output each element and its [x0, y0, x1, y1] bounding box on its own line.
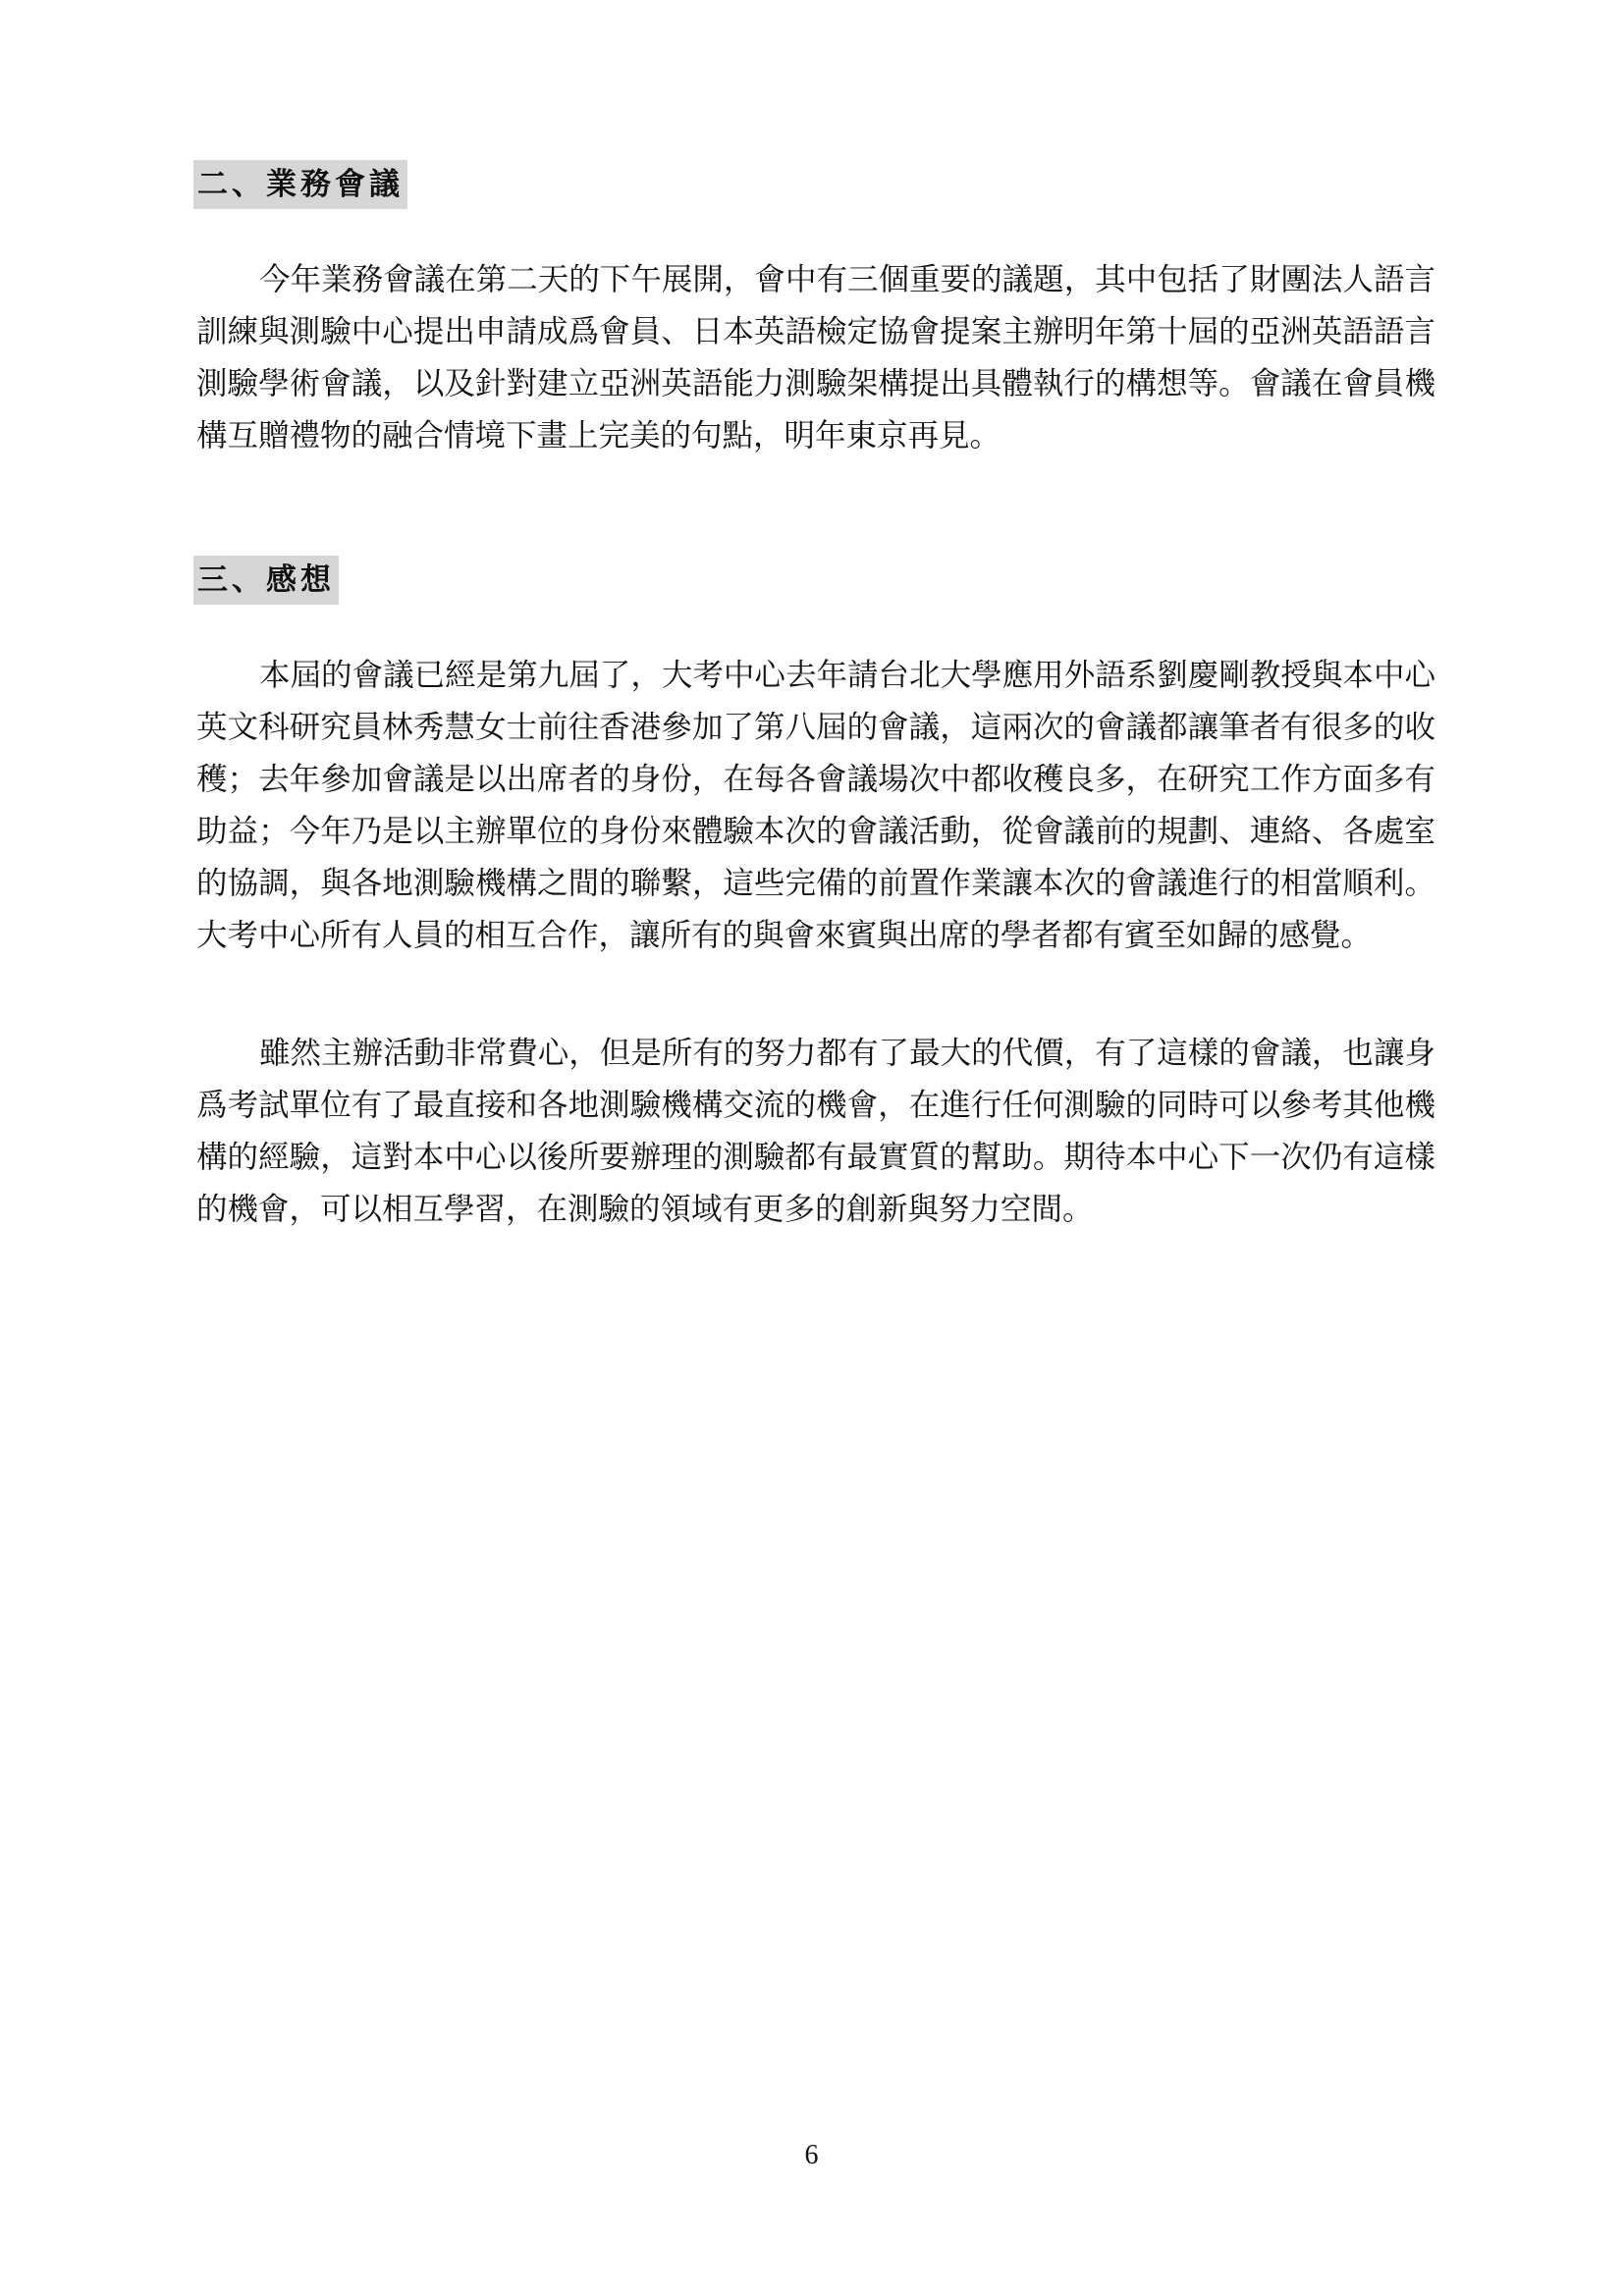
paragraph-reflections-1: 本屆的會議已經是第九屆了，大考中心去年請台北大學應用外語系劉慶剛教授與本中心英文科研究員林秀慧女士前往香港參加了第八屆的會議，這兩次的會議都讓筆者有很多的收穫；去年參加會議是以出席者的身份，在每各會議場次中都收穫良多，在研究工作方面多有助益；今年乃是以主辦單位的身份來體驗本次的會議活動，從會議前的規劃、連絡、各處室的協調，與各地測驗機構之間的聯繫，這些完備的前置作業讓本次的會議進行的相當順利。大考中心所有人員的相互合作，讓所有的與會來賓與出席的學者都有賓至如歸的感覺。 — [196, 658, 1435, 953]
paragraph-reflections-2: 雖然主辦活動非常費心，但是所有的努力都有了最大的代價，有了這樣的會議，也讓身爲考試單位有了最直接和各地測驗機構交流的機會，在進行任何測驗的同時可以參考其他機構的經驗，這對本中心以後所要辦理的測驗都有最實質的幫助。期待本中心下一次仍有這樣的機會，可以相互學習，在測驗的領域有更多的創新與努力空間。 — [196, 1036, 1435, 1227]
section-heading-business-meeting: 二、業務會議 — [193, 160, 407, 209]
section-heading-reflections: 三、感想 — [193, 556, 339, 605]
page-number: 6 — [804, 2140, 819, 2170]
paragraph-business-meeting: 今年業務會議在第二天的下午展開，會中有三個重要的議題，其中包括了財團法人語言訓練與測驗中心提出申請成爲會員、日本英語檢定協會提案主辦明年第十屆的亞洲英語語言測驗學術會議，以及針對建立亞洲英語能力測驗架構提出具體執行的構想等。會議在會員機構互贈禮物的融合情境下畫上完美的句點，明年東京再見。 — [196, 262, 1435, 454]
